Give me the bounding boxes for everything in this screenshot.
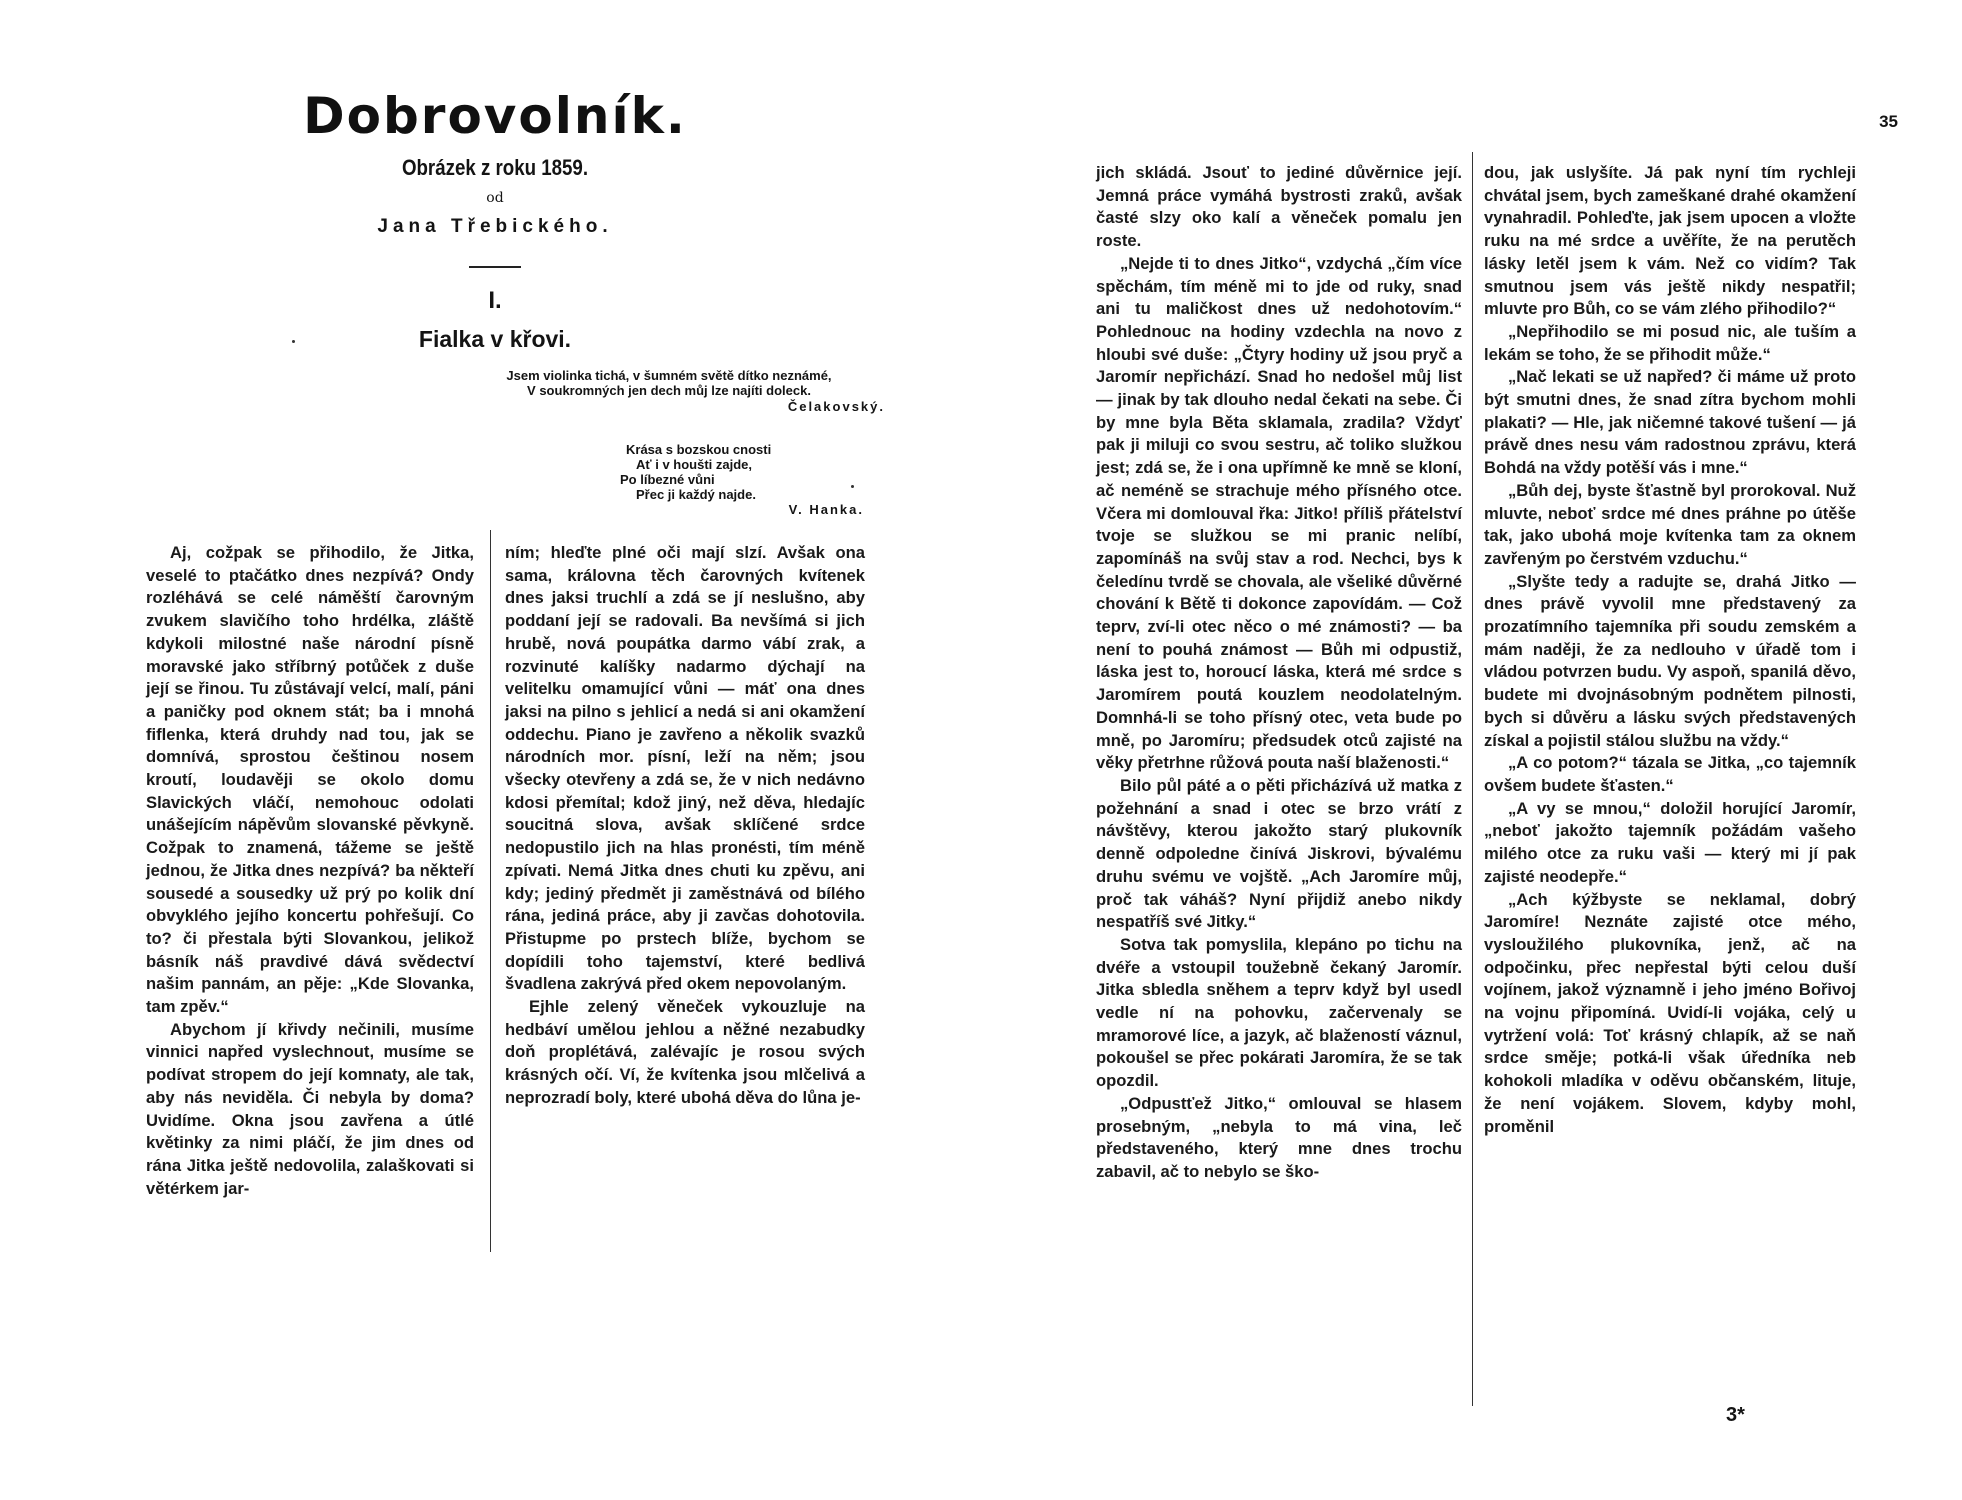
paragraph: Aj, cožpak se přihodilo, že Jitka, veselé to ptačátko dnes nezpívá? Ondy rozléhává se celé náměští čarovným zvukem slavičího toho hrdélka, zláště kdykoli milostné naše národní písně moravské jako stříbrný potůček z duše její se řinou. Tu zůstávají velcí, malí, páni a paničky pod oknem stát; ba i mnohá fiflenka, která druhdy nad tou, jak se domnívá, sprostou češtinou nosem kroutí, loudavěji se okolo domu Slavických vláčí, nemohouc odolati unášejícím nápěvům slovanské pěvkyně. Cožpak to znamená, tážeme se ještě jednou, že Jitka dnes nezpívá? ba někteří sousedé a sousedky už prý po kolik dní obvyklého jejího koncertu pohřešují. Co to? či přestala býti Slovankou, jelikož básník náš pravdivé dává svědectví našim pannám, an pěje: „Kde Slovanka, tam zpěv.“ bbox=[146, 543, 474, 1017]
epigraph-line: Ať i v houšti zajde, bbox=[636, 457, 753, 472]
right-page bbox=[1066, 0, 1962, 1500]
story-subtitle: Obrázek z roku 1859. bbox=[401, 155, 589, 180]
author-name: Jana Třebického. bbox=[377, 216, 613, 237]
paragraph: ním; hleďte plné oči mají slzí. Avšak ona sama, královna těch čarovných kvítenek dnes jaksi truchlí a zdá se jí neslušno, aby poddaní její se radovali. Ba nevšímá si jich hrubě, nová poupátka darmo vábí zrak, a rozvinuté kalíšky nadarmo dýchají na velitelku omamující vůni — máť ona dnes jaksi na pilno s jehlicí a nedá si ani okamžení oddechu. Piano je zavřeno a několik svazků národních mor. písní, leží na něm; jsou všecky otevřeny a zdá se, že v nich nedávno kdosi přemítal; kdož jiný, než děva, hledajíc soucitná slova, avšak sklíčené srdce nedopustilo jich na hlas pronésti, tím méně zpívati. Nemá Jitka dnes chuti ku zpěvu, ani kdy; jediný předmět ji zaměstnává od bílého rána, jediná práce, aby ji zavčas dohotovila. Přistupme po prstech blíže, bychom se dopídili toho tajemství, které bedlivá švadlena zakrývá před okem nepovolaným. bbox=[505, 543, 865, 994]
column-divider bbox=[490, 530, 491, 1252]
byline-od: od bbox=[486, 190, 504, 206]
paragraph: „A vy se mnou,“ doložil horující Jaromír, „neboť jakožto tajemník požádám vašeho milého otce za ruku vaši — který mi jí pak zajisté neodepře.“ bbox=[1484, 798, 1856, 886]
paragraph: „Slyšte tedy a radujte se, drahá Jitko — dnes právě vyvolil mne představený za prozatímního tajemníka při soudu zemském a mám naději, že za nedlouho v úřadě tom i vládou potvrzen budu. Vy aspoň, spanilá děvo, budete mi dvojnásobným podnětem pilnosti, bych si důvěru a lásku svých představených získal a pojistil stálou službu na vždy.“ bbox=[1484, 571, 1856, 750]
epigraph-line: V soukromných jen dech můj lze najíti doleck. bbox=[527, 383, 811, 398]
epigraph-line: Jsem violinka tichá, v šumném světě dítko neznámé, bbox=[506, 368, 832, 383]
paragraph: „Nejde ti to dnes Jitko“, vzdychá „čím více spěchám, tím méně mi to jde od ruky, snad ani tu maličkost dnes už nedohotovím.“ Pohlednouc na hodiny vzdechla na novo z hloubi své duše: „Čtyry hodiny už jsou pryč a Jaromír nepřichází. Snad ho nedošel můj list — jinak by tak dlouho nedal čekati na sebe. Či by mne byla Běta sklamala, zradila? Vždyť pak ji miluji co svou sestru, ač toliko služkou jest; zdá se, že i ona upřímně ke mně se kloní, ač neméně se strachuje mého přísného otce. Včera mi domlouval řka: Jitko! příliš přátelství tvoje se služkou se mi pranic nelíbí, zapomínáš na svůj stav a rod. Nechci, bys k čeledínu tvrdě se chovala, ale všeliké důvěrné chování k Bětě ti dokonce zapovídám. — Což teprv, zví-li otec něco o mé známosti? — ba není to pouhá známost — Bůh mi odpustiž, láska jest to, horoucí láska, která mé srdce s Jaromírem poutá kouzlem neodolatelným. Domnhá-li se toho přísný otec, veta bude po mně, po Jaromíru; předsudek otců zajisté na věky přetrhne růžová pouta naší blaženosti.“ bbox=[1096, 253, 1462, 773]
text-column-left-1 bbox=[146, 542, 474, 1200]
signature-mark: 3* bbox=[1726, 1404, 1745, 1426]
text-column-right-2 bbox=[1484, 162, 1856, 1138]
print-speck bbox=[292, 340, 295, 343]
epigraph-line: Přec ji každý najde. bbox=[636, 487, 756, 502]
epigraph-line: Krása s bozskou cnosti bbox=[626, 442, 772, 457]
paragraph: „Nač lekati se už napřed? či máme už proto být smutni dnes, že snad zítra bychom mohli plakati? — Hle, jak ničemné takové tušení — já právě dnes nesu vám radostnou zprávu, která Bohdá na vždy potěší vás i mne.“ bbox=[1484, 367, 1856, 478]
paragraph: Bilo půl páté a o pěti přicházívá už matka z požehnání a snad i otec se brzo vrátí z návštěvy, kterou jakožto starý plukovník denně odpoledne činívá Jiskrovi, bývalému druhu svému ve vojště. „Ach Jaromíre můj, proč tak váháš? Nyní přijdiž anebo nikdy nespatříš své Jitky.“ bbox=[1096, 775, 1462, 932]
epigraph-attribution: Čelakovský. bbox=[787, 399, 885, 414]
paragraph: Sotva tak pomyslila, klepáno po tichu na dvéře a vstoupil toužebně čekaný Jaromír. Jitka sbledla sněhem a teprv když byl usedl vedle ní na pohovku, začervenaly se mramorové líce, a jazyk, ač blažeností váznul, pokoušel se přec pokárati Jaromíra, že se tak opozdil. bbox=[1096, 934, 1462, 1091]
chapter-title: Fialka v křovi. bbox=[418, 326, 572, 352]
epigraph-hanka bbox=[618, 442, 864, 517]
paragraph: Ejhle zelený věneček vykouzluje na hedbáví umělou jehlou a něžné nezabudky doň proplétává, zalévajíc je rosou svých krásných očí. Ví, že kvítenka jsou mlčelivá a neprozradí boly, které ubohá děva do lůna je- bbox=[505, 997, 865, 1107]
epigraph-line: Po líbezné vůni bbox=[620, 472, 715, 487]
column-divider bbox=[1472, 152, 1473, 1406]
text-column-right-1 bbox=[1096, 162, 1462, 1184]
paragraph: „Nepřihodilo se mi posud nic, ale tuším a lekám se toho, že se přihodit může.“ bbox=[1484, 321, 1856, 364]
print-speck bbox=[851, 485, 854, 488]
story-title: Dobrovolník. bbox=[303, 87, 687, 145]
paragraph: „Odpustťež Jitko,“ omlouval se hlasem prosebným, „nebyla to má vina, leč představeného, který mne dnes trochu zabavil, ač to nebylo se ško- bbox=[1096, 1093, 1462, 1181]
epigraph-celakovsky bbox=[453, 368, 885, 414]
paragraph: jich skládá. Jsouť to jediné důvěrnice její. Jemná práce vymáhá bystrosti zraků, avšak časté slzy oko kalí a věneček pomalu jen roste. bbox=[1096, 163, 1462, 251]
paragraph: „Bůh dej, byste šťastně byl prorokoval. Nuž mluvte, neboť srdce mé dnes práhne po útěše tak, jako ubohá moje kvítenka tam za oknem zavřeným po čerstvém vzduchu.“ bbox=[1484, 480, 1856, 568]
paragraph: dou, jak uslyšíte. Já pak nyní tím rychleji chvátal jsem, bych zameškané drahé okamžení vynahradil. Pohleďte, jak jsem upocen a vložte ruku na mé srdce a uvěříte, že na perutěch lásky letěl jsem k vám. Než co vidím? Tak smutnou jsem vás ještě nikdy nespatřil; mluvte pro Bůh, co se vám zlého přihodilo?“ bbox=[1484, 163, 1856, 319]
text-column-left-2 bbox=[505, 542, 865, 1110]
epigraph-attribution: V. Hanka. bbox=[788, 502, 864, 517]
title-rule bbox=[469, 266, 521, 268]
paragraph: „A co potom?“ tázala se Jitka, „co tajemník ovšem budete šťasten.“ bbox=[1484, 753, 1856, 795]
masthead bbox=[260, 86, 730, 354]
paragraph: Abychom jí křivdy nečinili, musíme vinnici napřed vyslechnout, musíme se podívat stropem do její komnaty, ale tak, aby nás neviděla. Či nebyla by doma? Uvidíme. Okna jsou zavřena a útlé květinky za nimi pláčí, že jim dnes od rána Jitka ještě nedovolila, zalaškovati si větérkem jar- bbox=[146, 1019, 474, 1198]
chapter-number: I. bbox=[488, 287, 502, 314]
paragraph: „Ach kýžbyste se neklamal, dobrý Jaromíre! Neznáte zajisté otce mého, vysloužilého plukovníka, jenž, ač na odpočinku, přec nepřestal býti celou duší vojínem, jakož významně i jeho jméno Bořivoj na vojnu připomíná. Uvidí-li vojáka, celý u vytržení volá: Toť krásný chlapík, až se naň srdce směje; potká-li však úředníka neb kohokoli mladíka v oděvu občanském, lituje, že není vojákem. Slovem, kdyby mohl, proměnil bbox=[1484, 889, 1856, 1136]
page-number: 35 bbox=[1879, 112, 1898, 131]
